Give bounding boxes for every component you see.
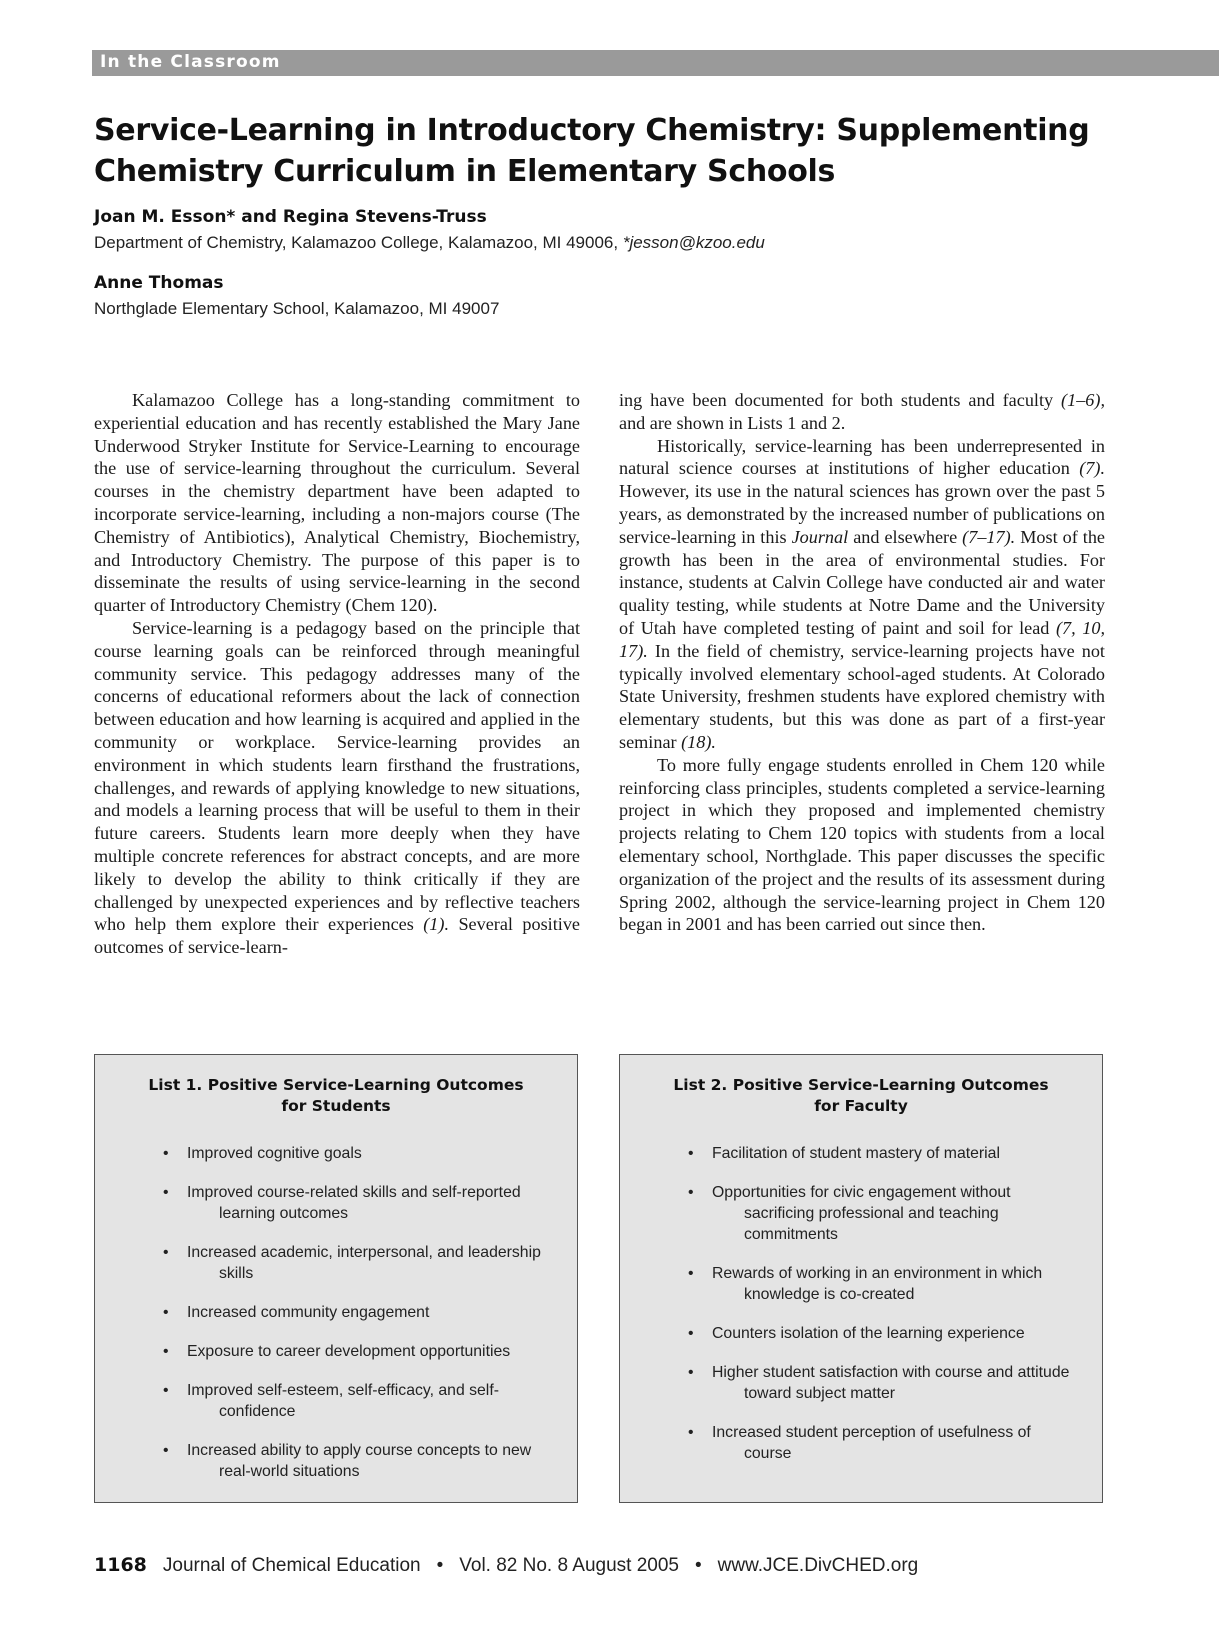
bullet-icon: • bbox=[688, 1364, 694, 1381]
bullet-icon: • bbox=[688, 1424, 694, 1441]
p3-text-a: ing have been documented for both students and faculty bbox=[619, 390, 1062, 410]
list-item: • Improved course-related skills and self-reported learning outcomes bbox=[163, 1184, 521, 1222]
journal-url[interactable]: www.JCE.DivCHED.org bbox=[717, 1555, 919, 1576]
bullet-icon: • bbox=[163, 1343, 169, 1360]
section-banner bbox=[92, 50, 1219, 76]
p2-text-a: Service-learning is a pedagogy based on the principle that course learning goals can be reinforced through meaningful community service. This pedagogy addresses many of the concerns of educational reformers about the lack of connection between education and how learning is acquired and applied in the community or workplace. Service-learning provides an environment in which students learn firsthand the frustrations, challenges, and rewards of applying knowledge to new situations, and models a learning process that will be useful to them in their future careers. Students learn more deeply when they have multiple concrete references for abstract concepts, and are more likely to develop the ability to think critically if they are challenged by unexpected experiences and by reflective teachers who help them explore their experiences bbox=[94, 617, 580, 935]
body-column-left bbox=[94, 389, 580, 959]
author-names-1: Joan M. Esson* and Regina Stevens-Truss bbox=[94, 207, 487, 227]
list-title-students: List 1. Positive Service-Learning Outcomes for Students bbox=[148, 1076, 524, 1115]
bullet-icon: • bbox=[688, 1145, 694, 1162]
p4-text-c: and elsewhere bbox=[848, 526, 963, 547]
list-item: • Increased student perception of usefulness of course bbox=[688, 1424, 1031, 1462]
bullet-icon: • bbox=[688, 1325, 694, 1342]
section-label: In the Classroom bbox=[100, 52, 281, 72]
bullet-icon: • bbox=[163, 1244, 169, 1261]
bullet-icon: • bbox=[688, 1184, 694, 1201]
citation-ref: (7–17). bbox=[962, 526, 1016, 547]
list-box-students bbox=[94, 1054, 578, 1503]
list-item: • Improved cognitive goals bbox=[163, 1145, 362, 1162]
article-title: Service-Learning in Introductory Chemistry: Supplementing Chemistry Curriculum in Elementary Schools bbox=[94, 113, 1090, 189]
list-item: • Increased community engagement bbox=[163, 1304, 430, 1321]
citation-ref: (1). bbox=[423, 914, 450, 935]
list-item: • Rewards of working in an environment in which knowledge is co-created bbox=[688, 1265, 1043, 1303]
list-item: • Increased academic, interpersonal, and leadership skills bbox=[163, 1244, 541, 1282]
bullet-icon: • bbox=[163, 1145, 169, 1162]
p4-text-d: Most of the growth has been in the area of environmental studies. For instance, students at Calvin College have conducted air and water quality testing, while students at Notre Dame and the University of Utah have completed testing of paint and soil for lead bbox=[619, 526, 1105, 638]
list-item: • Higher student satisfaction with course and attitude toward subject matter bbox=[688, 1364, 1070, 1402]
body-column-right bbox=[619, 389, 1105, 936]
journal-title: Journal of Chemical Education bbox=[162, 1555, 421, 1576]
p4-text-a: Historically, service-learning has been underrepresented in natural science courses at institutions of higher education bbox=[619, 435, 1105, 479]
separator-icon: • bbox=[436, 1555, 444, 1576]
author-email[interactable]: *jesson@kzoo.edu bbox=[622, 233, 765, 252]
p2-text-b: Several positive outcomes of service-learn- bbox=[94, 914, 580, 958]
list-item: • Increased ability to apply course concepts to new real-world situations bbox=[163, 1442, 532, 1480]
page-footer bbox=[94, 1554, 918, 1577]
paragraph-intro: Kalamazoo College has a long-standing commitment to experiential education and has recently established the Mary Jane Underwood Stryker Institute for Service-Learning to encourage the use of service-learning throughout the curriculum. Several courses in the chemistry department have been adapted to incorporate service-learning, including a non-majors course (The Chemistry of Antibiotics), Analytical Chemistry, Biochemistry, and Introductory Chemistry. The purpose of this paper is to disseminate the results of using service-learning in the second quarter of Introductory Chemistry (Chem 120). bbox=[94, 390, 580, 616]
page-number: 1168 bbox=[94, 1554, 147, 1576]
bullet-icon: • bbox=[163, 1304, 169, 1321]
paragraph-project: To more fully engage students enrolled in Chem 120 while reinforcing class principles, students completed a service-learning project in which they proposed and implemented chemistry projects relating to Chem 120 topics with students from a local elementary school, Northglade. This paper discusses the specific organization of the project and the results of its assessment during Spring 2002, although the service-learning project in Chem 120 began in 2001 and has been carried out since then. bbox=[619, 754, 1105, 935]
separator-icon: • bbox=[694, 1555, 702, 1576]
citation-ref: (7). bbox=[1079, 458, 1105, 479]
list-item: • Counters isolation of the learning experience bbox=[688, 1325, 1025, 1342]
author-affiliation-2: Northglade Elementary School, Kalamazoo, MI 49007 bbox=[94, 299, 500, 318]
p3-text-b: and are shown in Lists 1 and 2. bbox=[619, 412, 846, 433]
list-item: • Exposure to career development opportunities bbox=[163, 1343, 511, 1360]
issue-info: Vol. 82 No. 8 August 2005 bbox=[459, 1555, 679, 1576]
author-names-2: Anne Thomas bbox=[94, 273, 224, 293]
citation-ref: (7, 10, 17). bbox=[619, 617, 1105, 661]
list-box-faculty bbox=[619, 1054, 1103, 1503]
list-item: • Improved self-esteem, self-efficacy, and self-confidence bbox=[163, 1382, 499, 1420]
journal-name: Journal bbox=[791, 526, 849, 547]
bullet-icon: • bbox=[163, 1442, 169, 1459]
list-item: • Opportunities for civic engagement without sacrificing professional and teaching commitments bbox=[688, 1184, 1011, 1243]
citation-ref: (18). bbox=[681, 731, 716, 752]
author-affiliation-1 bbox=[94, 233, 765, 253]
citation-ref: (1–6), bbox=[1061, 390, 1105, 410]
bullet-icon: • bbox=[688, 1265, 694, 1282]
paragraph-historically bbox=[619, 435, 1105, 754]
outcomes-list-students bbox=[95, 1143, 577, 1482]
p4-text-b: However, its use in the natural sciences has grown over the past 5 years, as demonstrated by the increased number of publications on service-learning in this bbox=[619, 481, 1105, 547]
bullet-icon: • bbox=[163, 1184, 169, 1201]
p4-text-e: In the field of chemistry, service-learning projects have not typically involved elementary school-aged students. At Colorado State University, freshmen students have explored chemistry with elementary students, but this was done as part of a first-year seminar bbox=[619, 640, 1105, 752]
list-item: • Facilitation of student mastery of material bbox=[688, 1145, 1000, 1162]
outcomes-list-faculty bbox=[620, 1143, 1102, 1464]
list-title-faculty: List 2. Positive Service-Learning Outcomes for Faculty bbox=[673, 1076, 1049, 1115]
affiliation-text-1: Department of Chemistry, Kalamazoo College, Kalamazoo, MI 49006, bbox=[94, 233, 623, 252]
paragraph-continued bbox=[619, 389, 1105, 435]
bullet-icon: • bbox=[163, 1382, 169, 1399]
paragraph-pedagogy bbox=[94, 617, 580, 959]
